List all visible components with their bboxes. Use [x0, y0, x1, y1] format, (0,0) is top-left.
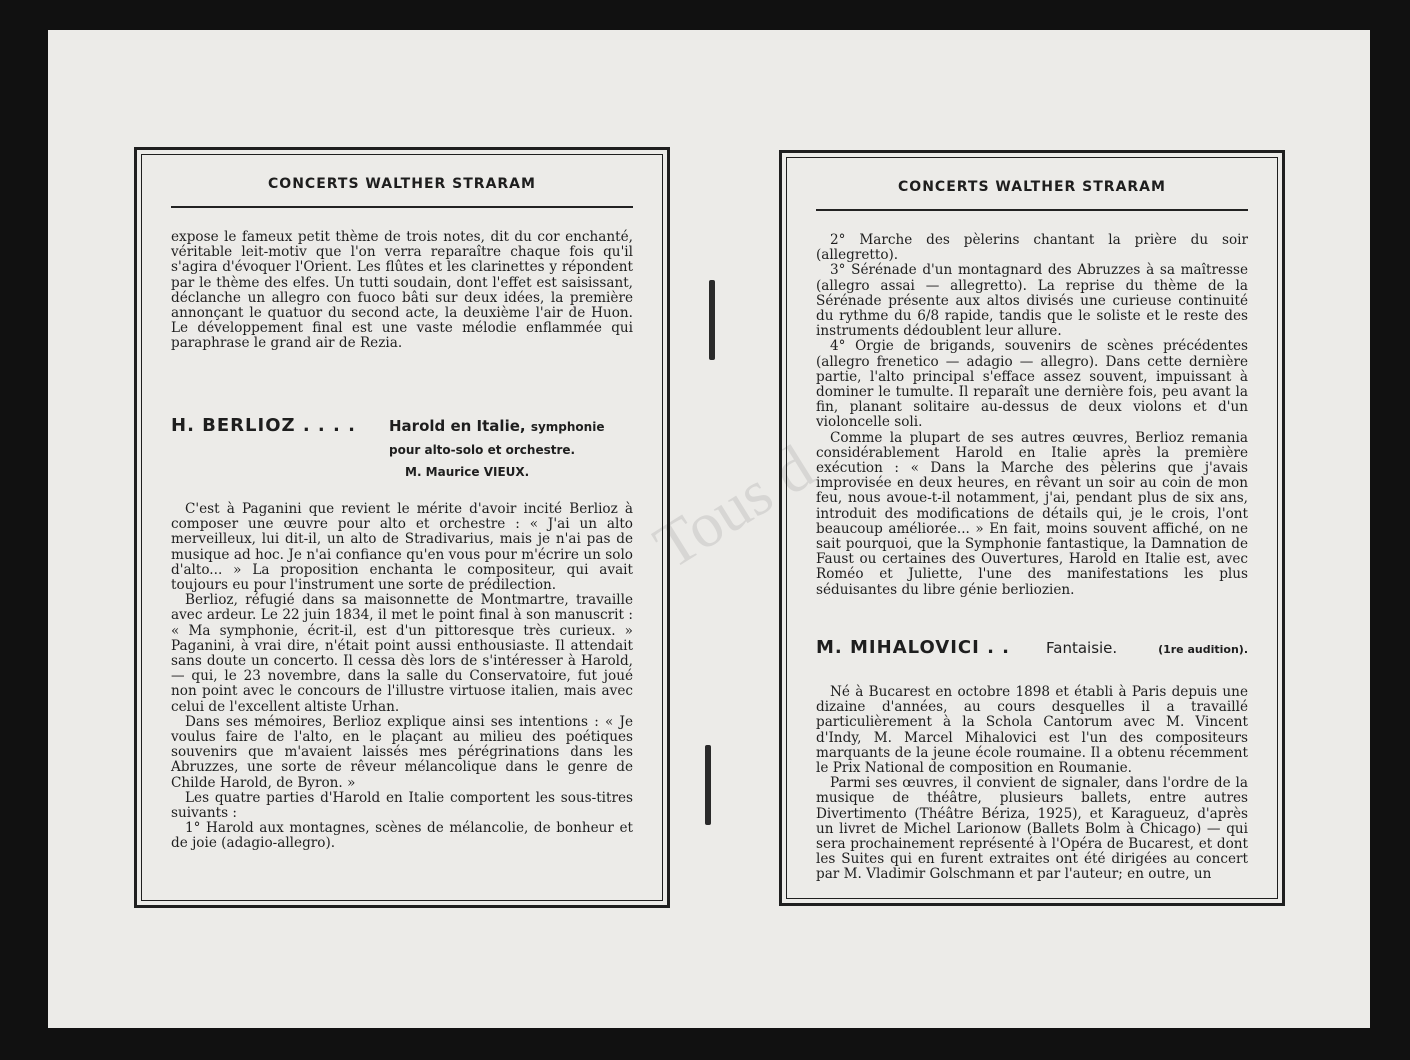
left-page	[134, 147, 670, 908]
paragraph: Dans ses mémoires, Berlioz explique ainsi ses intentions : « Je voulus faire de l'alto, en le plaçant au milieu des poétiques souvenirs que m'avaient laissés mes pérégrinations dans les Abruzzes, une sorte de rêveur mélancolique dans le genre de Childe Harold, de Byron. »	[171, 713, 633, 791]
paragraph: 2° Marche des pèlerins chantant la prière du soir (allegretto).	[816, 232, 1248, 264]
piece-title	[389, 417, 604, 435]
page-header: CONCERTS WALTHER STRARAM	[898, 179, 1166, 195]
mihalovici-notes	[816, 685, 1248, 883]
page-header: CONCERTS WALTHER STRARAM	[268, 176, 536, 192]
paragraph: Parmi ses œuvres, il convient de signaler, dans l'ordre de la musique de théâtre, plusieurs ballets, entre autres Divertimento (Théâtre Bériza, 1925), et Karagueuz, d'après un livret de Michel Larionow (Ballets Bolm à Chicago) — qui sera prochainement représenté à l'Opéra de Bucarest, et dont les Suites qui en furent extraites ont été dirigées au concert par M. Vladimir Golschmann et par l'auteur; en outre, un	[816, 775, 1248, 883]
paragraph: 1° Harold aux montagnes, scènes de mélancolie, de bonheur et de joie (adagio-allegro).	[171, 820, 633, 852]
paragraph: Né à Bucarest en octobre 1898 et établi à Paris depuis une dizaine d'années, au cours desquelles il a travaillé particulièrement à la Schola Cantorum avec M. Vincent d'Indy, M. Marcel Mihalovici est l'un des compositeurs marquants de la jeune école roumaine. Il a obtenu récemment le Prix National de composition en Roumanie.	[816, 684, 1248, 777]
composer-name: M. MIHALOVICI . .	[816, 637, 1011, 658]
document-spread	[48, 30, 1370, 1028]
paragraph: Comme la plupart de ses autres œuvres, Berlioz remania considérablement Harold en Italie après la première exécution : « Dans la Marche des pèlerins que j'avais improvisée en deux heures, en rêvant un soir au coin de mon feu, nous avoue-t-il notamment, j'ai, pendant plus de six ans, introduit des modifications de détails qui, je le crois, l'ont beaucoup améliorée... » En fait, moins souvent affiché, on ne sait pourquoi, que la Symphonie fantastique, la Damnation de Faust ou certaines des Ouvertures, Harold en Italie est, avec Roméo et Juliette, l'une des manifestations les plus séduisantes du libre génie berliozien.	[816, 429, 1248, 598]
paragraph: expose le fameux petit thème de trois notes, dit du cor enchanté, véritable leit-motiv que l'on verra reparaître chaque fois qu'il s'agira d'évoquer l'Orient. Les flûtes et les clarinettes y répondent par le thème des elfes. Un tutti soudain, dont l'effet est saisissant, déclanche un allegro con fuoco bâti sur deux idées, la première annonçant le quatuor du second acte, la deuxième l'air de Huon. Le développement final est une vaste mélodie enflammée qui paraphrase le grand air de Rezia.	[171, 229, 633, 352]
piece-title-main: Harold en Italie,	[389, 417, 526, 435]
binding-staple-top	[709, 280, 715, 360]
programme-entry-mihalovici	[816, 637, 1248, 667]
piece-title-suffix: symphonie	[530, 420, 605, 434]
intro-paragraph	[171, 230, 633, 352]
berlioz-notes	[171, 502, 633, 852]
paragraph: 3° Sérénade d'un montagnard des Abruzzes à sa maîtresse (allegro assai — allegretto). La reprise du thème de la Sérénade présente aux altos divisés une curieuse continuité du rythme du 6/8 rapide, tandis que le soliste et le reste des instruments dédoublent leur allure.	[816, 262, 1248, 340]
watermark: Tous d	[641, 431, 826, 583]
paragraph: C'est à Paganini que revient le mérite d'avoir incité Berlioz à composer une œuvre pour alto et orchestre : « J'ai un alto merveilleux, lui dit-il, un alto de Stradivarius, mais je n'ai pas de musique ad hoc. Je n'ai confiance qu'en vous pour m'écrire un solo d'alto... » La proposition enchanta le compositeur, qui avait toujours eu pour l'instrument une sorte de prédilection.	[171, 501, 633, 594]
piece-subtitle: pour alto-solo et orchestre.	[389, 443, 576, 457]
header-rule	[816, 209, 1248, 211]
composer-name: H. BERLIOZ . . . .	[171, 415, 356, 436]
piece-title: Fantaisie.	[1046, 639, 1118, 657]
paragraph: 4° Orgie de brigands, souvenirs de scènes précédentes (allegro frenetico — adagio — allegro). Dans cette dernière partie, l'alto principal s'efface assez souvent, impuissant à dominer le tumulte. Il reparaît une dernière fois, peu avant la fin, planant solitaire au-dessus de deux violons et d'un violoncelle soli.	[816, 338, 1248, 431]
paragraph: Berlioz, réfugié dans sa maisonnette de Montmartre, travaille avec ardeur. Le 22 juin 1834, il met le point final à son manuscrit : « Ma symphonie, écrit-il, est d'un pittoresque très curieux. » Paganini, à vrai dire, n'était point aussi enthousiaste. Il attendait sans doute un concerto. Il cessa dès lors de s'intéresser à Harold, — qui, le 23 novembre, dans la salle du Conservatoire, fut joué non point avec le concours de l'illustre virtuose italien, mais avec celui de l'excellent altiste Urhan.	[171, 592, 633, 715]
premiere-note: (1re audition).	[1158, 643, 1248, 656]
berlioz-notes-continued	[816, 233, 1248, 598]
paragraph: Les quatre parties d'Harold en Italie comportent les sous-titres suivants :	[171, 789, 633, 822]
performer: M. Maurice VIEUX.	[405, 465, 530, 479]
right-page	[779, 150, 1285, 906]
programme-entry-berlioz	[171, 415, 633, 485]
binding-staple-bottom	[705, 745, 711, 825]
header-rule	[171, 206, 633, 208]
